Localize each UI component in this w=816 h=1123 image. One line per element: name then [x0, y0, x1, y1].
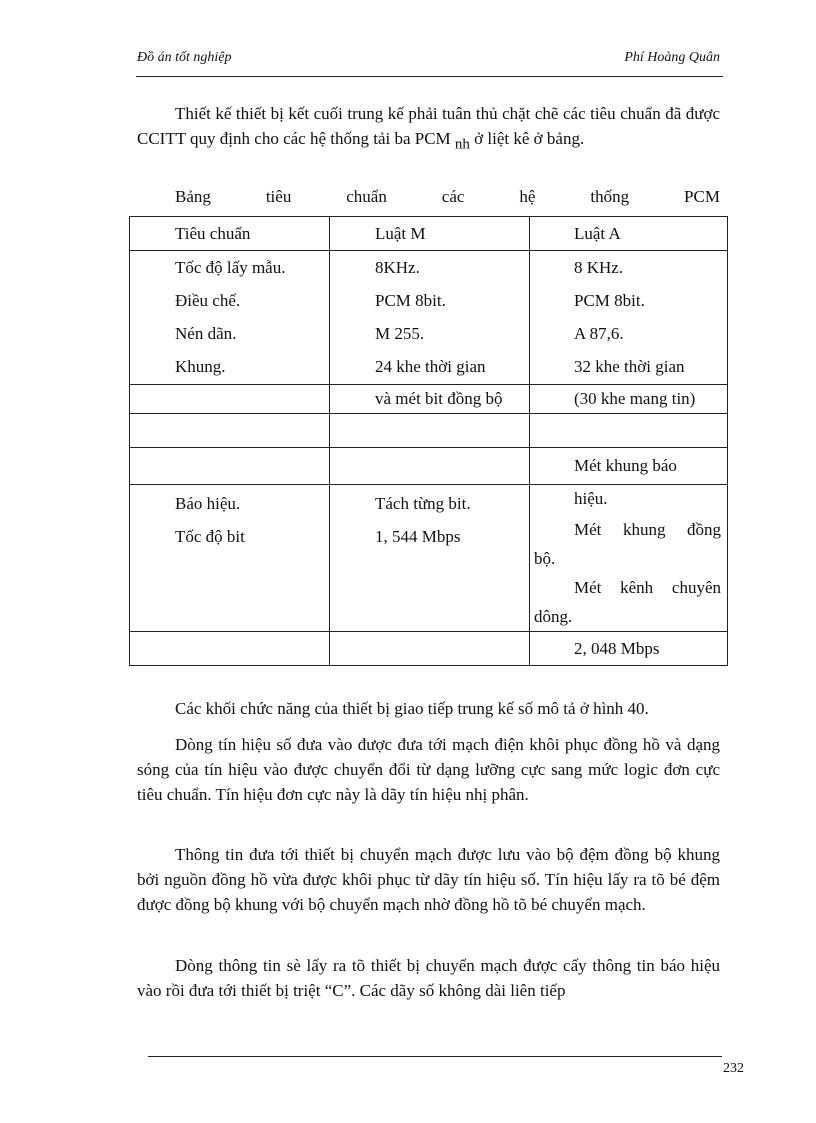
- cell-line: A 87,6.: [574, 324, 624, 343]
- cell-line: Mét khung đồng: [574, 520, 721, 539]
- cell-line: và mét bit đồng bộ: [375, 389, 503, 408]
- table-cell: [130, 385, 330, 414]
- cell-line: [330, 632, 529, 665]
- table-row: [130, 485, 728, 632]
- table-cell: [130, 414, 330, 448]
- caption-word: các: [441, 187, 465, 206]
- cell-line: Nén dãn.: [175, 324, 237, 343]
- caption-word: hệ: [519, 187, 536, 206]
- cell-line: Tách từng bit.: [375, 494, 471, 513]
- footer-divider: [148, 1056, 722, 1057]
- caption-word: chuẩn: [346, 187, 387, 206]
- cell-line: Mét kênh chuyên: [574, 578, 721, 597]
- caption-word: Bảng: [175, 187, 211, 206]
- table-cell: [530, 251, 728, 385]
- cell-line: (30 khe mang tin): [574, 389, 696, 408]
- cell-line: [130, 448, 329, 481]
- header-divider: [136, 76, 723, 77]
- body-paragraph: Dòng thông tin sè lấy ra tõ thiết bị chuyển mạch được cấy thông tin báo hiệu vào rồi đưa tới thiết bị triệt “C”. Các dãy số không dài liên tiếp: [137, 956, 720, 1000]
- cell-line: Báo hiệu.: [175, 494, 241, 513]
- table-header-cell: [530, 217, 728, 251]
- table-cell: [530, 448, 728, 485]
- table-cell: [330, 414, 530, 448]
- cell-line: 8 KHz.: [574, 258, 624, 277]
- table-row: [130, 414, 728, 448]
- cell-line: Khung.: [175, 357, 226, 376]
- cell-line: 24 khe thời gian: [375, 357, 486, 376]
- body-paragraph: Thông tin đưa tới thiết bị chuyển mạch được lưu vào bộ đệm đồng bộ khung bởi nguồn đồng hồ vừa được khôi phục từ dãy tín hiệu số. Tín hiệu lấy ra tõ bé đệm được đồng bộ khung với bộ chuyển mạch nhờ đồng hồ tõ bé chuyển mạch.: [137, 845, 720, 914]
- table-row: [130, 385, 728, 414]
- cell-line: bộ.: [534, 549, 556, 568]
- cell-line: Điều chế.: [175, 291, 241, 310]
- table-cell: [330, 251, 530, 385]
- cell-line: PCM 8bit.: [574, 291, 645, 310]
- caption-word: PCM: [684, 187, 720, 206]
- table-cell: [530, 414, 728, 448]
- table-row: [130, 632, 728, 666]
- cell-line: PCM 8bit.: [375, 291, 446, 310]
- header-author: Phí Hoàng Quân: [624, 50, 720, 65]
- cell-line: 32 khe thời gian: [574, 357, 685, 376]
- table-caption: [175, 187, 720, 207]
- cell-line: Mét khung báo: [574, 456, 677, 475]
- table-cell: [330, 632, 530, 666]
- table-row: [130, 251, 728, 385]
- body-paragraph: Các khối chức năng của thiết bị giao tiếp trung kế số mô tả ở hình 40.: [175, 699, 649, 718]
- table-header-cell: [330, 217, 530, 251]
- cell-line: [330, 414, 529, 447]
- header-label: Tiêu chuẩn: [175, 224, 251, 243]
- cell-line: hiệu.: [574, 489, 608, 508]
- pcm-standards-table: [129, 216, 728, 666]
- cell-line: Tốc độ bit: [175, 527, 245, 546]
- caption-word: thống: [590, 187, 630, 206]
- table-cell: [330, 485, 530, 632]
- table-cell: [530, 632, 728, 666]
- cell-line: 1, 544 Mbps: [375, 527, 461, 546]
- table-row: [130, 448, 728, 485]
- page-number: 232: [723, 1061, 744, 1076]
- table-cell: [130, 448, 330, 485]
- cell-line: 2, 048 Mbps: [574, 639, 660, 658]
- cell-line: 8KHz.: [375, 258, 420, 277]
- header-title: Đồ án tốt nghiệp: [137, 50, 232, 65]
- caption-word: tiêu: [265, 187, 292, 206]
- cell-line: [330, 448, 529, 481]
- table-cell: [130, 485, 330, 632]
- table-cell: [130, 251, 330, 385]
- table-header-row: [130, 217, 728, 251]
- cell-line: [530, 414, 727, 447]
- intro-text-end: ở liệt kê ở bảng.: [469, 129, 585, 148]
- table-cell: [130, 632, 330, 666]
- header-label: Luật A: [574, 224, 621, 243]
- body-paragraph: Dòng tín hiệu số đưa vào được đưa tới mạch điện khôi phục đồng hồ và dạng sóng của tín hiệu vào được chuyển đổi từ dạng lưỡng cực sang mức logic đơn cực tiêu chuẩn. Tín hiệu đơn cực này là dãy tín hiệu nhị phân.: [137, 735, 720, 804]
- cell-line: Tốc độ lấy mẫu.: [175, 258, 286, 277]
- table-header-cell: [130, 217, 330, 251]
- cell-line: [130, 385, 329, 413]
- table-cell: [530, 385, 728, 414]
- intro-text: Thiết kế thiết bị kết cuối trung kế phải tuân thủ chặt chẽ các tiêu chuẩn đã được CCITT quy định cho các hệ thống tải ba PCM: [137, 104, 720, 148]
- cell-line: [130, 632, 329, 665]
- table-cell: [330, 385, 530, 414]
- cell-line: M 255.: [375, 324, 425, 343]
- intro-subscript: nh: [454, 136, 470, 153]
- intro-paragraph: [137, 101, 720, 157]
- table-cell: [330, 448, 530, 485]
- header-label: Luật M: [375, 224, 426, 243]
- cell-line: dông.: [534, 607, 573, 626]
- table-cell: [530, 485, 728, 632]
- cell-line: [130, 414, 329, 447]
